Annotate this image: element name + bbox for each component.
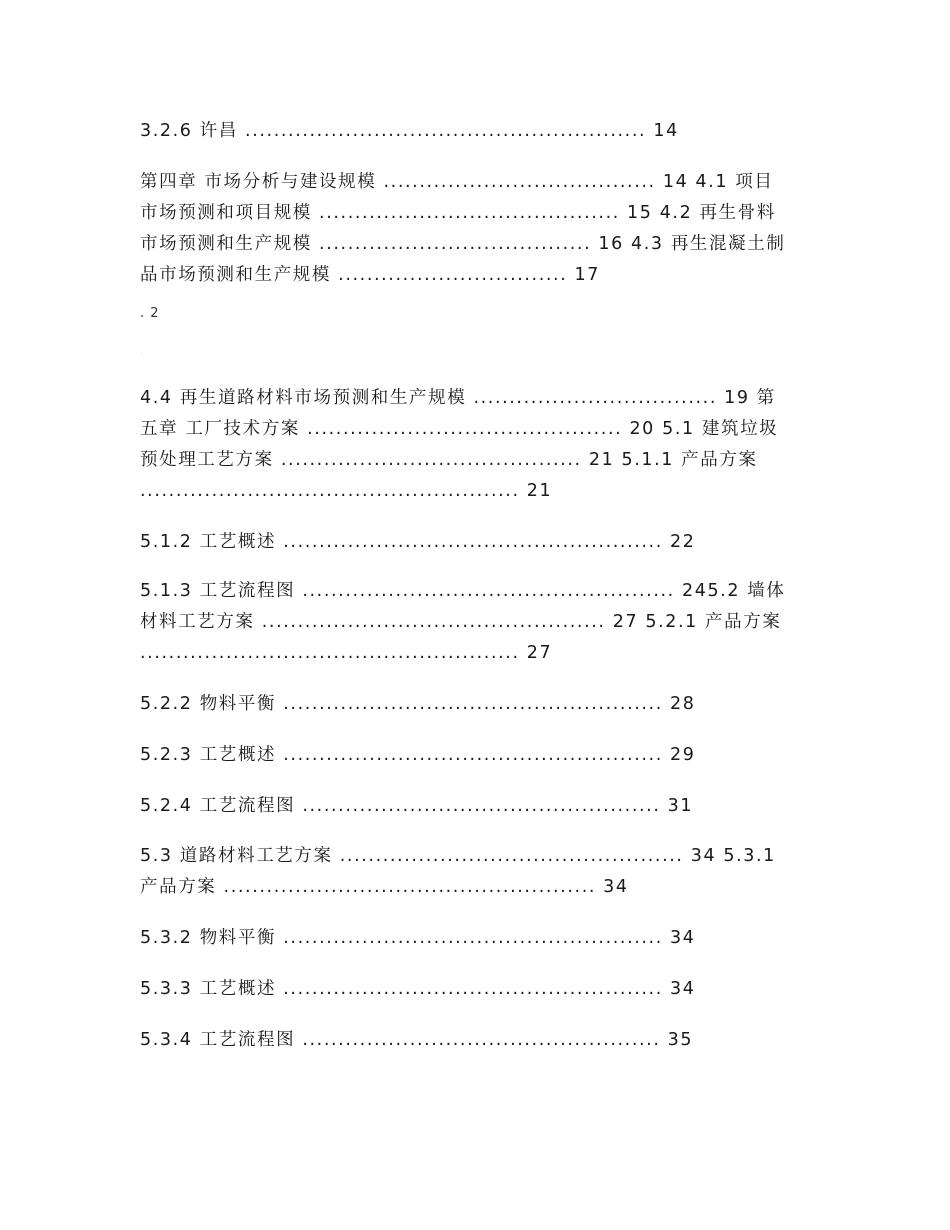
toc-line: 5.1.2 工艺概述 ..................................................... 22 [140,532,696,552]
toc-entry-5-3-4 [140,1025,820,1056]
toc-entry-5-3-3 [140,974,820,1005]
toc-line: ..................................................... 27 [140,643,553,663]
toc-line: 3.2.6 许昌 ........................................................ 14 [140,121,679,141]
toc-entry-3-2-6 [140,116,820,147]
toc-line: 5.3.3 工艺概述 ..................................................... 34 [140,979,696,999]
toc-line: 5.1.3 工艺流程图 .................................................... 245.2 墙体 [140,581,786,601]
toc-line: 5.3.2 物料平衡 ..................................................... 34 [140,928,696,948]
toc-line: 产品方案 .................................................... 34 [140,877,629,897]
toc-entry-5-2-3 [140,740,820,771]
toc-entry-4-4 [140,383,820,507]
toc-line: 5.2.2 物料平衡 ..................................................... 28 [140,694,696,714]
toc-line: 市场预测和项目规模 .......................................... 15 4.2 再生骨料 [140,203,776,223]
page-number: . 2 [140,306,160,321]
toc-entry-5-2-2 [140,689,820,720]
toc-line: ..................................................... 21 [140,481,553,501]
toc-line: 五章 工厂技术方案 ............................................ 20 5.1 建筑垃圾 [140,419,779,439]
toc-line: 预处理工艺方案 .......................................... 21 5.1.1 产品方案 [140,450,758,470]
toc-line: 4.4 再生道路材料市场预测和生产规模 .................................. 19 第 [140,388,776,408]
toc-entry-5-1-2 [140,527,820,558]
toc-entry-5-2-4 [140,791,820,822]
toc-line: 5.2.4 工艺流程图 .................................................. 31 [140,796,694,816]
toc-entry-5-1-3 [140,576,820,669]
toc-line: 材料工艺方案 ................................................ 27 5.2.1 产品方案 [140,612,782,632]
toc-line: 第四章 市场分析与建设规模 ...................................... 14 4.1 项目 [140,172,774,192]
toc-entry-chapter-4 [140,167,820,291]
toc-line: 5.3.4 工艺流程图 .................................................. 35 [140,1030,694,1050]
toc-entry-5-3-2 [140,923,820,954]
toc-line: 5.2.3 工艺概述 ..................................................... 29 [140,745,696,765]
separator-dot: · [140,350,143,359]
toc-line: 品市场预测和生产规模 ................................ 17 [140,265,601,285]
toc-line: 市场预测和生产规模 ...................................... 16 4.3 再生混凝土制 [140,234,786,254]
toc-entry-5-3 [140,841,820,903]
toc-line: 5.3 道路材料工艺方案 ................................................ 34 5.3.1 [140,846,776,866]
